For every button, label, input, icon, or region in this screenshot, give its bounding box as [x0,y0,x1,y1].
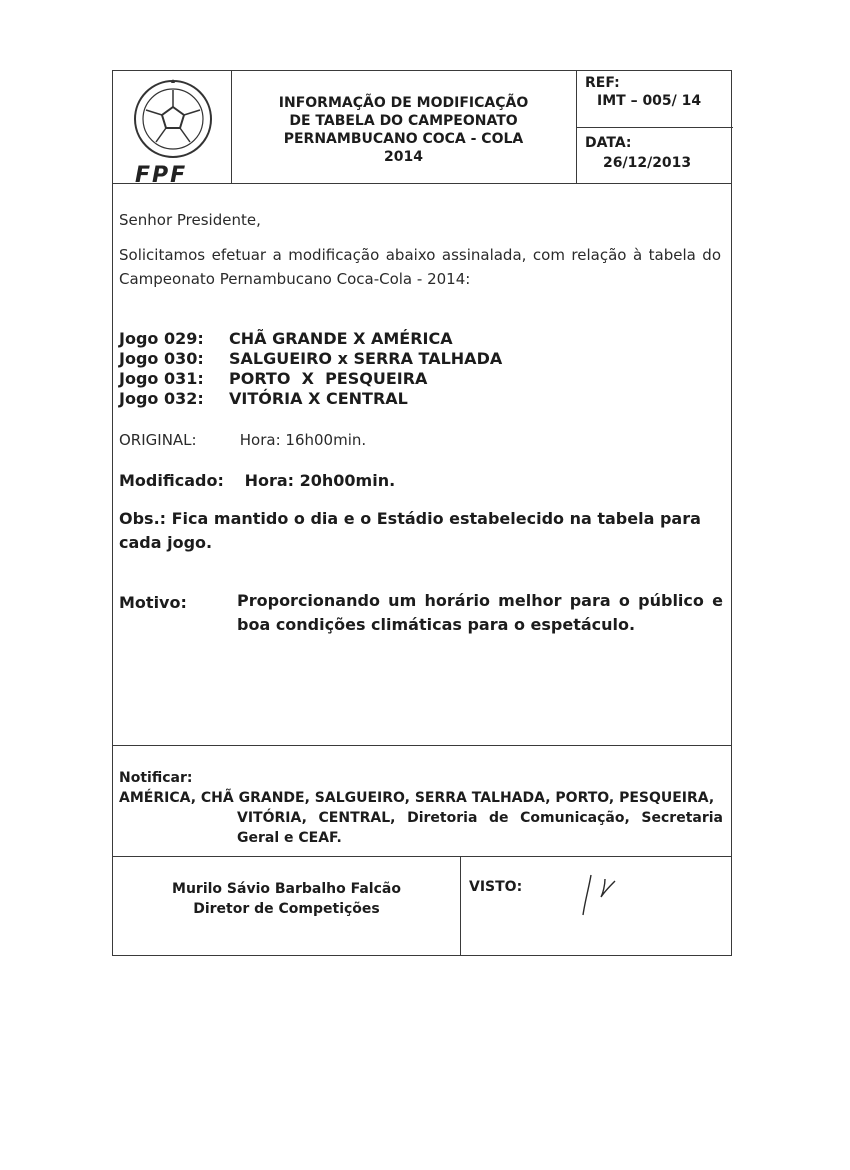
original-label: ORIGINAL: [119,431,197,449]
ref-value: IMT – 005/ 14 [597,93,702,109]
motivo-text: Proporcionando um horário melhor para o público e boa condições climáticas para o espetáculo. [237,591,723,634]
form-header [113,71,731,188]
notify-label: Notificar: [119,770,193,786]
ref-label: REF: [585,75,620,91]
game-match: SALGUEIRO x SERRA TALHADA [229,349,503,368]
title-line: 2014 [384,149,423,165]
logo-cell [113,71,232,188]
notify-box [113,745,731,857]
modified-time [119,471,395,490]
motivo-label: Motivo: [119,593,187,612]
signature-box [113,857,731,955]
date-cell [577,127,733,183]
fpf-logo-text: FPF [135,163,188,188]
game-row [119,329,502,349]
ref-cell [577,71,733,128]
title-line: INFORMAÇÃO DE MODIFICAÇÃO [278,95,529,111]
notify-line: AMÉRICA, CHÃ GRANDE, SALGUEIRO, SERRA TALHADA, PORTO, PESQUEIRA, [119,790,715,806]
date-label: DATA: [585,135,632,151]
game-label: Jogo 029: [119,329,204,348]
original-value: Hora: 16h00min. [239,431,367,449]
signatory-name: Murilo Sávio Barbalho Falcão [172,881,401,897]
game-label: Jogo 031: [119,369,204,388]
signatory [113,857,461,955]
game-label: Jogo 030: [119,349,204,368]
game-match: VITÓRIA X CENTRAL [229,389,408,408]
request-paragraph: Solicitamos efetuar a modificação abaixo assinalada, com relação à tabela do Campeonato Pernambucano Coca-Cola - 2014: [119,246,721,288]
game-match: CHÃ GRANDE X AMÉRICA [229,329,453,348]
salutation: Senhor Presidente, [119,211,261,229]
notify-recipients [119,788,723,848]
form-frame [112,70,732,956]
games-list [119,329,502,409]
game-row [119,369,502,389]
fpf-crest-icon [125,77,221,165]
visto-cell [461,857,733,955]
observation: Obs.: Fica mantido o dia e o Estádio estabelecido na tabela para cada jogo. [119,509,701,552]
modified-label: Modificado: [119,471,224,490]
original-time [119,431,366,449]
modified-value: Hora: 20h00min. [244,471,396,490]
title-line: PERNAMBUCANO COCA - COLA [283,131,524,147]
handwritten-signature-icon [575,867,625,927]
notify-line: VITÓRIA, CENTRAL, Diretoria de Comunicação, Secretaria Geral e CEAF. [237,810,723,846]
game-row [119,349,502,369]
title-line: DE TABELA DO CAMPEONATO [289,113,518,129]
game-match: PORTO X PESQUEIRA [229,369,428,388]
game-row [119,389,502,409]
document-title [231,71,577,183]
visto-label: VISTO: [469,879,523,895]
date-value: 26/12/2013 [603,155,692,171]
game-label: Jogo 032: [119,389,204,408]
signatory-role: Diretor de Competições [193,901,380,917]
